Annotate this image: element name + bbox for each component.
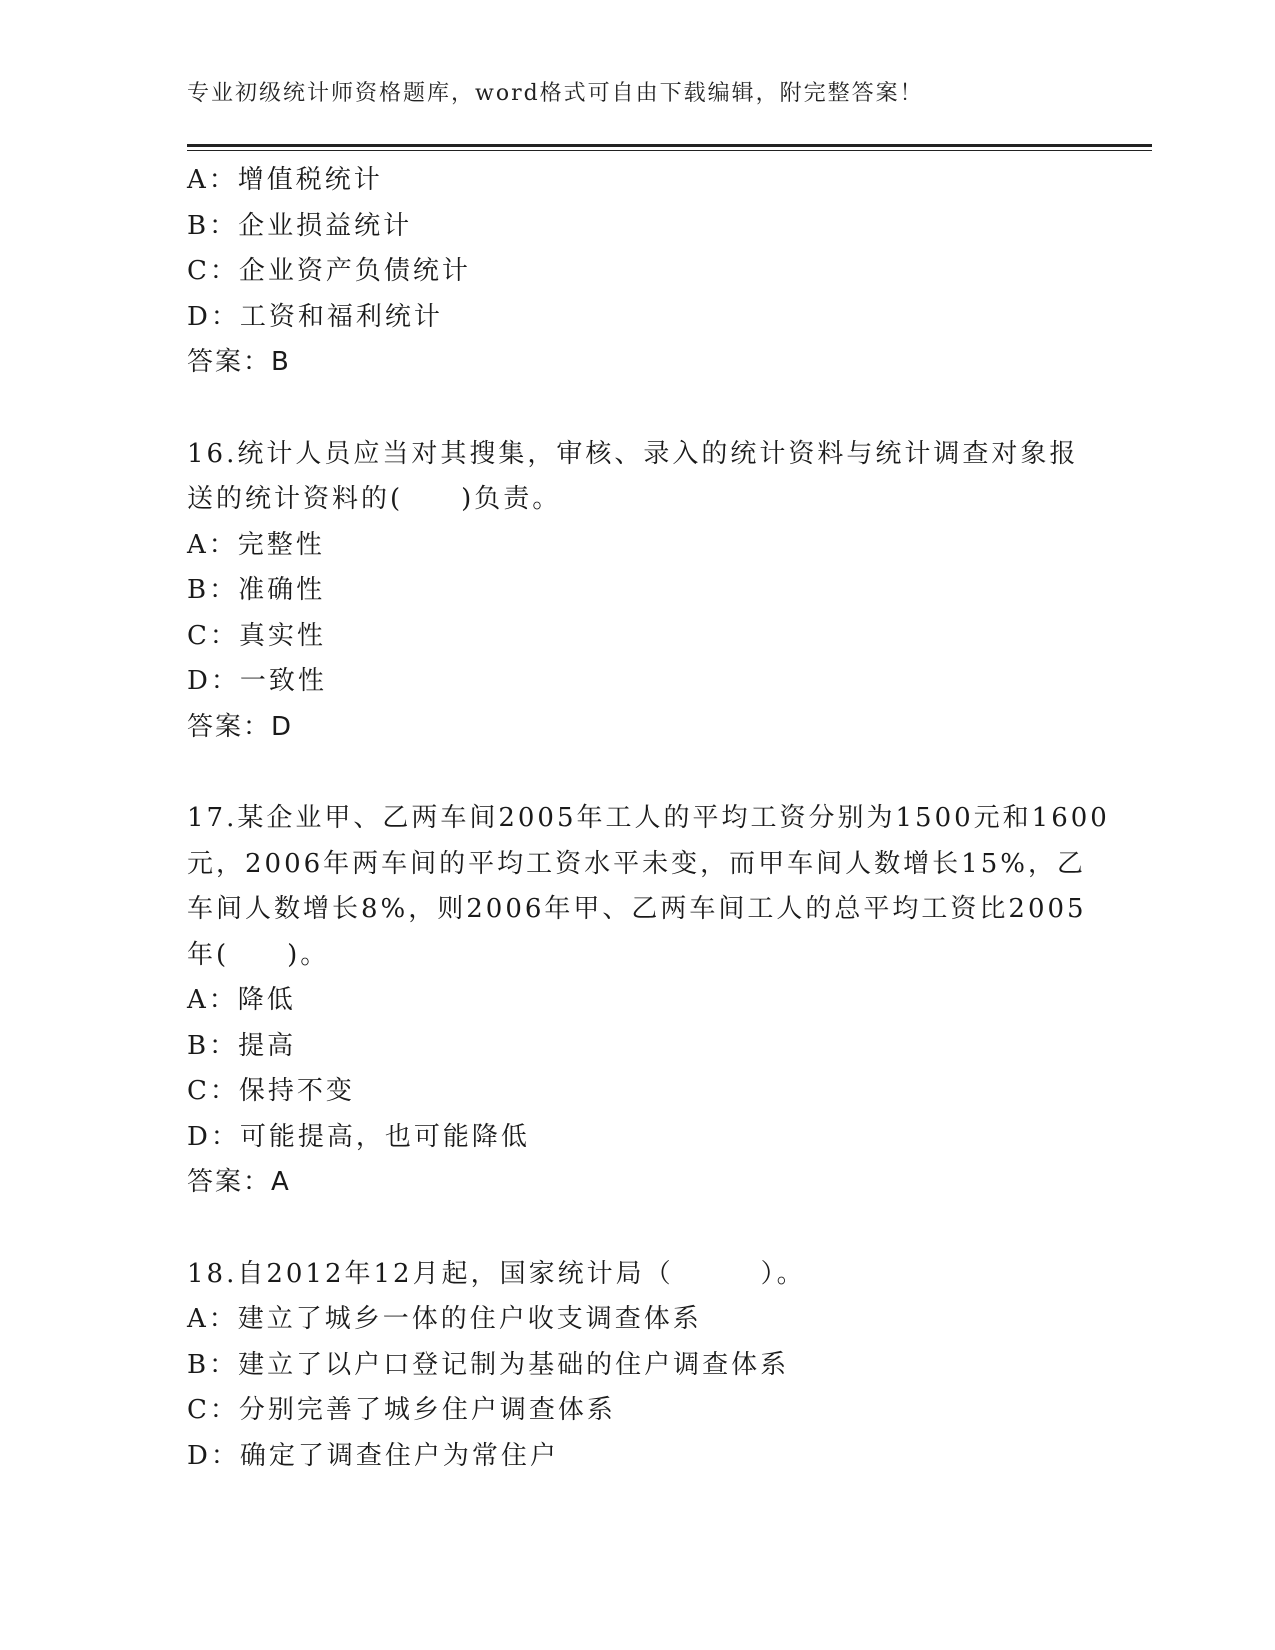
option-a: A：完整性 <box>187 529 325 560</box>
question-block <box>187 1252 1087 1480</box>
option-a: A：建立了城乡一体的住户收支调查体系 <box>187 1304 702 1334</box>
answer-label: 答案：B <box>187 347 291 377</box>
answer-label: 答案：A <box>187 1167 291 1197</box>
option-c: C：真实性 <box>187 620 326 651</box>
option-c: C：保持不变 <box>187 1076 355 1106</box>
page-header: 专业初级统计师资格题库，word格式可自由下载编辑，附完整答案！ <box>187 81 924 106</box>
option-a: A：增值税统计 <box>187 165 383 195</box>
option-d: D：确定了调查住户为常住户 <box>187 1440 559 1471</box>
option-b: B：建立了以户口登记制为基础的住户调查体系 <box>187 1349 790 1380</box>
option-a: A：降低 <box>187 985 296 1015</box>
question-stem: 送的统计资料的( )负责。 <box>187 484 562 514</box>
option-d: D：一致性 <box>187 666 327 696</box>
option-b: B：企业损益统计 <box>187 210 413 241</box>
question-block <box>187 796 1110 1206</box>
question-stem: 年( )。 <box>187 939 330 970</box>
option-c: C：企业资产负债统计 <box>187 256 471 286</box>
question-list <box>187 158 1110 1479</box>
option-c: C：分别完善了城乡住户调查体系 <box>187 1395 616 1425</box>
option-b: B：准确性 <box>187 575 326 605</box>
header-rule-thin <box>187 150 1152 151</box>
question-stem: 车间人数增长8%，则2006年甲、乙两车间工人的总平均工资比2005 <box>187 894 1087 924</box>
question-stem: 元，2006年两车间的平均工资水平未变，而甲车间人数增长15%，乙 <box>187 848 1086 879</box>
header-rule-thick <box>187 144 1152 147</box>
question-stem: 16.统计人员应当对其搜集，审核、录入的统计资料与统计调查对象报 <box>187 438 1079 469</box>
question-stem: 17.某企业甲、乙两车间2005年工人的平均工资分别为1500元和1600 <box>187 803 1110 833</box>
question-block <box>187 432 1087 751</box>
option-d: D：可能提高，也可能降低 <box>187 1121 530 1152</box>
question-block <box>187 158 1087 386</box>
option-d: D：工资和福利统计 <box>187 301 443 332</box>
answer-label: 答案：D <box>187 711 294 742</box>
question-stem: 18.自2012年12月起，国家统计局（ ）。 <box>187 1258 806 1289</box>
option-b: B：提高 <box>187 1030 297 1061</box>
